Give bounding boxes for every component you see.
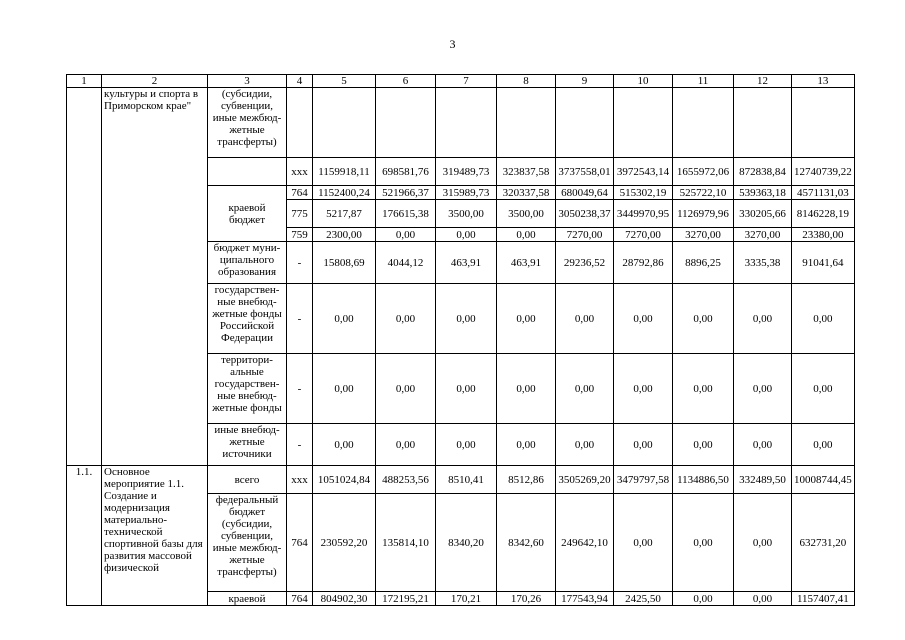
value-cell: 5217,87	[313, 200, 376, 228]
item-number: 1.1.	[67, 466, 102, 606]
code-cell: 764	[287, 494, 313, 592]
value-cell: 23380,00	[792, 228, 855, 242]
source-label: бюджет муни-ципального образования	[208, 242, 287, 284]
value-cell: 1655972,06	[673, 158, 734, 186]
source-label: федеральный бюджет (субсидии, субвенции, иные межбюд-жетные трансферты)	[208, 494, 287, 592]
code-cell: 759	[287, 228, 313, 242]
code-cell: xxx	[287, 466, 313, 494]
value-cell: 0,00	[673, 354, 734, 424]
value-cell: 3270,00	[673, 228, 734, 242]
value-cell: 0,00	[792, 284, 855, 354]
value-cell: 170,26	[497, 592, 556, 606]
value-cell: 3500,00	[497, 200, 556, 228]
value-cell: 0,00	[436, 284, 497, 354]
header-row	[67, 75, 855, 88]
value-cell: 249642,10	[556, 494, 614, 592]
code-cell: 764	[287, 592, 313, 606]
value-cell: 0,00	[313, 424, 376, 466]
value-cell: 0,00	[436, 424, 497, 466]
value-cell: 0,00	[734, 424, 792, 466]
value-cell: 0,00	[313, 284, 376, 354]
value-cell: 0,00	[673, 284, 734, 354]
source-label	[208, 158, 287, 186]
value-cell: 3270,00	[734, 228, 792, 242]
value-cell: 0,00	[673, 592, 734, 606]
value-cell: 0,00	[673, 424, 734, 466]
value-cell: 330205,66	[734, 200, 792, 228]
value-cell: 7270,00	[556, 228, 614, 242]
value-cell: 0,00	[614, 354, 673, 424]
value-cell: 0,00	[734, 494, 792, 592]
activity-name: культуры и спорта в Приморском крае"	[102, 88, 208, 466]
col-header: 6	[376, 75, 436, 88]
code-cell: -	[287, 354, 313, 424]
value-cell: 0,00	[376, 228, 436, 242]
value-cell: 1157407,41	[792, 592, 855, 606]
col-header: 10	[614, 75, 673, 88]
value-cell: 177543,94	[556, 592, 614, 606]
page-number: 3	[449, 37, 456, 51]
value-cell: 3479797,58	[614, 466, 673, 494]
source-label: краевой бюджет	[208, 186, 287, 242]
value-cell: 0,00	[673, 494, 734, 592]
value-cell: 8896,25	[673, 242, 734, 284]
value-cell: 463,91	[497, 242, 556, 284]
value-cell: 0,00	[376, 284, 436, 354]
table-row	[67, 466, 855, 494]
value-cell: 515302,19	[614, 186, 673, 200]
value-cell: 1126979,96	[673, 200, 734, 228]
value-cell: 1051024,84	[313, 466, 376, 494]
value-cell: 176615,38	[376, 200, 436, 228]
value-cell: 0,00	[614, 494, 673, 592]
value-cell: 0,00	[436, 228, 497, 242]
value-cell: 4044,12	[376, 242, 436, 284]
source-label: краевой	[208, 592, 287, 606]
value-cell: 15808,69	[313, 242, 376, 284]
value-cell: 8340,20	[436, 494, 497, 592]
source-label: государствен-ные внебюд-жетные фонды Российской Федерации	[208, 284, 287, 354]
value-cell: 91041,64	[792, 242, 855, 284]
budget-table	[66, 74, 855, 606]
col-header: 1	[67, 75, 102, 88]
value-cell: 0,00	[734, 592, 792, 606]
source-label: (субсидии, субвенции, иные межбюд-жетные трансферты)	[208, 88, 287, 158]
value-cell: 3505269,20	[556, 466, 614, 494]
col-header: 13	[792, 75, 855, 88]
col-header: 3	[208, 75, 287, 88]
value-cell: 170,21	[436, 592, 497, 606]
col-header: 7	[436, 75, 497, 88]
activity-name: Основное мероприятие 1.1. Создание и модернизация материально-технической спортивной базы для развития массовой физической	[102, 466, 208, 606]
source-label: всего	[208, 466, 287, 494]
value-cell: 3335,38	[734, 242, 792, 284]
code-cell: -	[287, 284, 313, 354]
value-cell: 3737558,01	[556, 158, 614, 186]
value-cell: 525722,10	[673, 186, 734, 200]
value-cell: 1159918,11	[313, 158, 376, 186]
value-cell: 0,00	[556, 354, 614, 424]
value-cell: 872838,84	[734, 158, 792, 186]
value-cell: 0,00	[556, 284, 614, 354]
value-cell: 8342,60	[497, 494, 556, 592]
value-cell: 0,00	[792, 424, 855, 466]
value-cell: 10008744,45	[792, 466, 855, 494]
col-header: 4	[287, 75, 313, 88]
value-cell: 12740739,22	[792, 158, 855, 186]
value-cell: 2300,00	[313, 228, 376, 242]
value-cell: 320337,58	[497, 186, 556, 200]
col-header: 5	[313, 75, 376, 88]
value-cell: 632731,20	[792, 494, 855, 592]
value-cell: 0,00	[497, 284, 556, 354]
value-cell: 8146228,19	[792, 200, 855, 228]
value-cell: 680049,64	[556, 186, 614, 200]
value-cell: 3050238,37	[556, 200, 614, 228]
value-cell: 463,91	[436, 242, 497, 284]
value-cell: 3972543,14	[614, 158, 673, 186]
col-header: 12	[734, 75, 792, 88]
value-cell: 0,00	[376, 424, 436, 466]
code-cell: -	[287, 424, 313, 466]
value-cell: 230592,20	[313, 494, 376, 592]
code-cell: 764	[287, 186, 313, 200]
value-cell: 7270,00	[614, 228, 673, 242]
value-cell: 332489,50	[734, 466, 792, 494]
value-cell: 488253,56	[376, 466, 436, 494]
value-cell: 8510,41	[436, 466, 497, 494]
value-cell: 0,00	[734, 354, 792, 424]
value-cell: 0,00	[497, 354, 556, 424]
table-row	[67, 88, 855, 158]
value-cell: 521966,37	[376, 186, 436, 200]
value-cell: 28792,86	[614, 242, 673, 284]
value-cell: 1152400,24	[313, 186, 376, 200]
value-cell: 29236,52	[556, 242, 614, 284]
value-cell: 0,00	[497, 228, 556, 242]
source-label: иные внебюд-жетные источники	[208, 424, 287, 466]
value-cell: 0,00	[614, 284, 673, 354]
value-cell: 319489,73	[436, 158, 497, 186]
value-cell: 315989,73	[436, 186, 497, 200]
value-cell: 0,00	[792, 354, 855, 424]
col-header: 2	[102, 75, 208, 88]
col-header: 9	[556, 75, 614, 88]
value-cell: 4571131,03	[792, 186, 855, 200]
value-cell: 0,00	[313, 354, 376, 424]
value-cell: 2425,50	[614, 592, 673, 606]
value-cell: 1134886,50	[673, 466, 734, 494]
value-cell: 8512,86	[497, 466, 556, 494]
item-number-cell	[67, 88, 102, 466]
value-cell: 539363,18	[734, 186, 792, 200]
value-cell: 0,00	[376, 354, 436, 424]
value-cell: 0,00	[556, 424, 614, 466]
value-cell: 0,00	[734, 284, 792, 354]
source-label: территори-альные государствен-ные внебюд-жетные фонды	[208, 354, 287, 424]
value-cell: 323837,58	[497, 158, 556, 186]
value-cell: 0,00	[436, 354, 497, 424]
value-cell: 698581,76	[376, 158, 436, 186]
code-cell: xxx	[287, 158, 313, 186]
value-cell: 135814,10	[376, 494, 436, 592]
col-header: 8	[497, 75, 556, 88]
value-cell: 0,00	[614, 424, 673, 466]
value-cell: 804902,30	[313, 592, 376, 606]
code-cell: 775	[287, 200, 313, 228]
code-cell: -	[287, 242, 313, 284]
col-header: 11	[673, 75, 734, 88]
value-cell: 172195,21	[376, 592, 436, 606]
value-cell: 3449970,95	[614, 200, 673, 228]
value-cell: 0,00	[497, 424, 556, 466]
value-cell: 3500,00	[436, 200, 497, 228]
